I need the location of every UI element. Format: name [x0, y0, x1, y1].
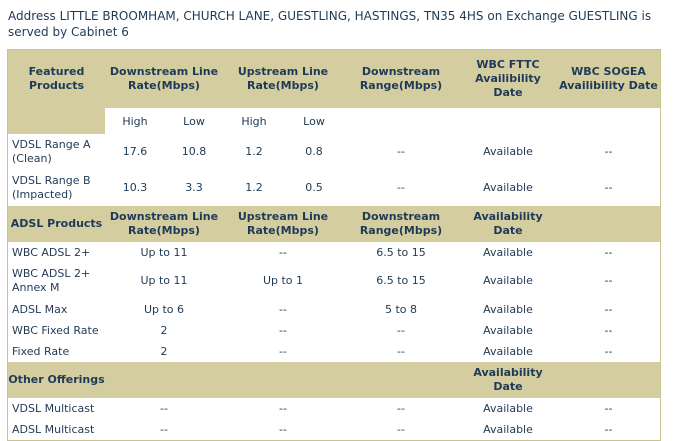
- other-offerings-header: Other Offerings: [8, 373, 105, 386]
- adsl-empty-header: [557, 206, 660, 242]
- downstream-high-value: 17.6: [105, 134, 165, 170]
- availability-value: Available: [459, 299, 557, 320]
- extra-value: --: [557, 398, 660, 419]
- range-value: --: [343, 320, 459, 341]
- product-name: WBC Fixed Rate: [8, 320, 105, 341]
- upstream-value: --: [223, 398, 343, 419]
- upstream-line-rate-header: Upstream Line Rate(Mbps): [237, 65, 329, 92]
- wbc-fttc-header: WBC FTTC Availibility Date: [475, 58, 541, 99]
- adsl-availability-header: Availability Date: [473, 210, 543, 237]
- downstream-low-label: Low: [165, 108, 223, 134]
- upstream-low-value: 0.5: [285, 170, 343, 206]
- upstream-low-label: Low: [285, 108, 343, 134]
- product-name: VDSL Range A (Clean): [8, 134, 105, 170]
- downstream-range-header: Downstream Range(Mbps): [359, 65, 443, 92]
- product-name: VDSL Range B (Impacted): [8, 170, 105, 206]
- downstream-value: Up to 6: [105, 299, 223, 320]
- range-value: --: [343, 341, 459, 362]
- adsl-header-row: [8, 206, 660, 242]
- upstream-value: Up to 1: [223, 263, 343, 299]
- table-row: [8, 341, 660, 362]
- availability-value: Available: [459, 320, 557, 341]
- table-row: [8, 320, 660, 341]
- subheader-spacer: [8, 108, 105, 134]
- subheader-empty: [459, 108, 557, 134]
- availability-table: [8, 50, 660, 440]
- product-name: WBC ADSL 2+: [8, 242, 105, 263]
- subheader-empty: [557, 108, 660, 134]
- other-empty-header: [343, 362, 459, 398]
- downstream-high-value: 10.3: [105, 170, 165, 206]
- downstream-value: --: [105, 398, 223, 419]
- availability-value: Available: [459, 341, 557, 362]
- upstream-value: --: [223, 242, 343, 263]
- featured-subheader-row: [8, 108, 660, 134]
- downstream-value: Up to 11: [105, 242, 223, 263]
- table-row: [8, 299, 660, 320]
- extra-value: --: [557, 263, 660, 299]
- adsl-upstream-header: Upstream Line Rate(Mbps): [237, 210, 329, 237]
- availability-table-container: [7, 49, 661, 441]
- extra-value: --: [557, 419, 660, 440]
- table-row: [8, 242, 660, 263]
- extra-value: --: [557, 299, 660, 320]
- upstream-value: --: [223, 320, 343, 341]
- other-availability-header: Availability Date: [473, 366, 543, 393]
- downstream-low-value: 3.3: [165, 170, 223, 206]
- adsl-range-header: Downstream Range(Mbps): [359, 210, 443, 237]
- downstream-line-rate-header: Downstream Line Rate(Mbps): [109, 65, 219, 92]
- other-empty-header: [557, 362, 660, 398]
- sogea-availability-value: --: [557, 170, 660, 206]
- featured-products-header: Featured Products: [28, 65, 85, 92]
- wbc-sogea-header: WBC SOGEA Availibility Date: [559, 65, 658, 92]
- range-value: --: [343, 419, 459, 440]
- product-name: ADSL Multicast: [8, 419, 105, 440]
- range-value: 6.5 to 15: [343, 242, 459, 263]
- downstream-high-label: High: [105, 108, 165, 134]
- upstream-high-label: High: [223, 108, 285, 134]
- fttc-availability-value: Available: [459, 134, 557, 170]
- range-value: --: [343, 398, 459, 419]
- table-row: [8, 263, 660, 299]
- subheader-empty: [343, 108, 459, 134]
- table-row: [8, 170, 660, 206]
- sogea-availability-value: --: [557, 134, 660, 170]
- downstream-value: Up to 11: [105, 263, 223, 299]
- availability-value: Available: [459, 242, 557, 263]
- fttc-availability-value: Available: [459, 170, 557, 206]
- downstream-range-value: --: [343, 170, 459, 206]
- extra-value: --: [557, 341, 660, 362]
- adsl-downstream-header: Downstream Line Rate(Mbps): [109, 210, 219, 237]
- range-value: 6.5 to 15: [343, 263, 459, 299]
- availability-value: Available: [459, 263, 557, 299]
- product-name: VDSL Multicast: [8, 398, 105, 419]
- table-row: [8, 398, 660, 419]
- downstream-range-value: --: [343, 134, 459, 170]
- range-value: 5 to 8: [343, 299, 459, 320]
- downstream-value: 2: [105, 320, 223, 341]
- extra-value: --: [557, 242, 660, 263]
- upstream-value: --: [223, 341, 343, 362]
- product-name: Fixed Rate: [8, 341, 105, 362]
- product-name: WBC ADSL 2+ Annex M: [8, 263, 105, 299]
- upstream-value: --: [223, 299, 343, 320]
- featured-header-row: [8, 50, 660, 108]
- product-name: ADSL Max: [8, 299, 105, 320]
- other-header-row: [8, 362, 660, 398]
- upstream-high-value: 1.2: [223, 134, 285, 170]
- upstream-low-value: 0.8: [285, 134, 343, 170]
- upstream-high-value: 1.2: [223, 170, 285, 206]
- other-empty-header: [223, 362, 343, 398]
- address-text: Address LITTLE BROOMHAM, CHURCH LANE, GUESTLING, HASTINGS, TN35 4HS on Exchange GUESTLING is served by Cabinet 6: [8, 9, 652, 39]
- availability-value: Available: [459, 398, 557, 419]
- upstream-value: --: [223, 419, 343, 440]
- availability-value: Available: [459, 419, 557, 440]
- downstream-value: --: [105, 419, 223, 440]
- downstream-low-value: 10.8: [165, 134, 223, 170]
- table-row: [8, 134, 660, 170]
- adsl-products-header: ADSL Products: [10, 217, 103, 230]
- extra-value: --: [557, 320, 660, 341]
- table-row: [8, 419, 660, 440]
- other-empty-header: [105, 362, 223, 398]
- downstream-value: 2: [105, 341, 223, 362]
